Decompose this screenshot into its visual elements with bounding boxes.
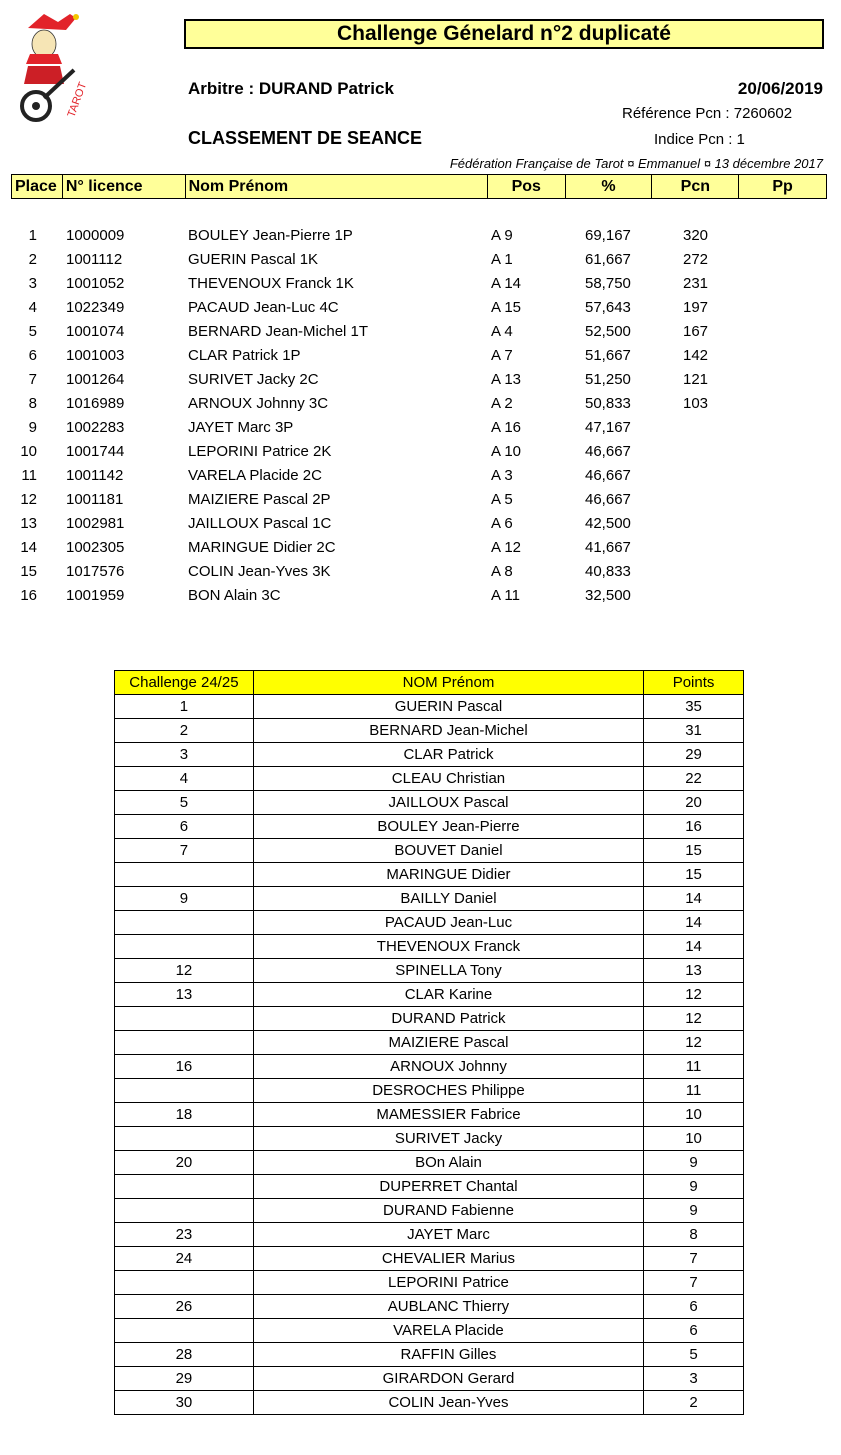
standings-points: 6 xyxy=(644,1295,744,1319)
result-pct: 41,667 xyxy=(585,539,631,556)
result-row xyxy=(11,536,827,560)
result-row xyxy=(11,392,827,416)
standings-nom: VARELA Placide xyxy=(253,1319,643,1343)
standings-rank xyxy=(115,1271,254,1295)
result-row xyxy=(11,488,827,512)
standings-nom: RAFFIN Gilles xyxy=(253,1343,643,1367)
result-pcn: 121 xyxy=(683,371,709,388)
result-nom: LEPORINI Patrice 2K xyxy=(188,443,332,460)
standings-points: 13 xyxy=(644,959,744,983)
standings-rank xyxy=(115,1031,254,1055)
standings-points: 22 xyxy=(644,767,744,791)
standings-nom: DURAND Fabienne xyxy=(253,1199,643,1223)
standings-nom: ARNOUX Johnny xyxy=(253,1055,643,1079)
result-pos: A 10 xyxy=(491,443,522,460)
standings-row xyxy=(115,767,744,791)
standings-rank: 18 xyxy=(115,1103,254,1127)
standings-rank: 29 xyxy=(115,1367,254,1391)
result-row xyxy=(11,296,827,320)
result-pos: A 9 xyxy=(491,227,513,244)
standings-row xyxy=(115,1031,744,1055)
standings-points: 35 xyxy=(644,695,744,719)
standings-row xyxy=(115,743,744,767)
result-pct: 69,167 xyxy=(585,227,631,244)
standings-rank: 28 xyxy=(115,1343,254,1367)
standings-rank: 1 xyxy=(115,695,254,719)
standings-points: 31 xyxy=(644,719,744,743)
standings-rank: 3 xyxy=(115,743,254,767)
result-row xyxy=(11,248,827,272)
standings-row xyxy=(115,983,744,1007)
result-pct: 32,500 xyxy=(585,587,631,604)
result-pos: A 6 xyxy=(491,515,513,532)
col-nom-prenom: NOM Prénom xyxy=(253,671,643,695)
standings-points: 14 xyxy=(644,935,744,959)
standings-nom: GIRARDON Gerard xyxy=(253,1367,643,1391)
standings-rank xyxy=(115,1079,254,1103)
result-pct: 57,643 xyxy=(585,299,631,316)
result-row xyxy=(11,584,827,608)
standings-nom: MARINGUE Didier xyxy=(253,863,643,887)
standings-nom: BOn Alain xyxy=(253,1151,643,1175)
standings-row xyxy=(115,1151,744,1175)
result-nom: CLAR Patrick 1P xyxy=(188,347,301,364)
result-licence: 1002981 xyxy=(66,515,125,532)
standings-row xyxy=(115,1367,744,1391)
standings-rank xyxy=(115,1007,254,1031)
result-licence: 1001112 xyxy=(66,251,123,268)
standings-points: 11 xyxy=(644,1055,744,1079)
standings-rank: 20 xyxy=(115,1151,254,1175)
standings-nom: BOULEY Jean-Pierre xyxy=(253,815,643,839)
result-licence: 1001074 xyxy=(66,323,125,340)
result-pct: 46,667 xyxy=(585,443,631,460)
standings-points: 11 xyxy=(644,1079,744,1103)
standings-rank: 2 xyxy=(115,719,254,743)
standings-row xyxy=(115,911,744,935)
standings-points: 9 xyxy=(644,1199,744,1223)
result-licence: 1017576 xyxy=(66,563,125,580)
standings-nom: CLEAU Christian xyxy=(253,767,643,791)
result-pcn: 320 xyxy=(683,227,709,244)
indice-pcn: Indice Pcn : 1 xyxy=(654,131,745,148)
standings-row xyxy=(115,1007,744,1031)
standings-points: 9 xyxy=(644,1175,744,1199)
standings-rank: 4 xyxy=(115,767,254,791)
result-place: 13 xyxy=(20,515,37,532)
result-licence: 1002305 xyxy=(66,539,125,556)
result-nom: PACAUD Jean-Luc 4C xyxy=(188,299,339,316)
standings-row xyxy=(115,1343,744,1367)
standings-row xyxy=(115,1391,744,1415)
result-pct: 58,750 xyxy=(585,275,631,292)
result-pct: 51,250 xyxy=(585,371,631,388)
result-nom: JAILLOUX Pascal 1C xyxy=(188,515,332,532)
result-licence: 1001959 xyxy=(66,587,125,604)
standings-nom: LEPORINI Patrice xyxy=(253,1271,643,1295)
result-pcn: 197 xyxy=(683,299,709,316)
result-pct: 51,667 xyxy=(585,347,631,364)
standings-nom: DUPERRET Chantal xyxy=(253,1175,643,1199)
result-pos: A 15 xyxy=(491,299,522,316)
date-label: 20/06/2019 xyxy=(737,79,823,98)
result-place: 16 xyxy=(20,587,37,604)
standings-nom: MAMESSIER Fabrice xyxy=(253,1103,643,1127)
arbitre-label: Arbitre : DURAND Patrick xyxy=(188,79,394,98)
result-pos: A 3 xyxy=(491,467,513,484)
result-place: 11 xyxy=(21,467,37,484)
standings-points: 20 xyxy=(644,791,744,815)
standings-points: 12 xyxy=(644,1031,744,1055)
result-row xyxy=(11,344,827,368)
standings-rank: 24 xyxy=(115,1247,254,1271)
result-nom: SURIVET Jacky 2C xyxy=(188,371,319,388)
result-pos: A 4 xyxy=(491,323,513,340)
result-nom: BON Alain 3C xyxy=(188,587,281,604)
result-nom: JAYET Marc 3P xyxy=(188,419,294,436)
standings-rank: 13 xyxy=(115,983,254,1007)
result-licence: 1000009 xyxy=(66,227,125,244)
result-pos: A 14 xyxy=(491,275,522,292)
ftt-logo-icon xyxy=(14,8,96,140)
standings-points: 7 xyxy=(644,1247,744,1271)
standings-points: 2 xyxy=(644,1391,744,1415)
standings-rank: 7 xyxy=(115,839,254,863)
result-place: 1 xyxy=(28,227,37,244)
result-pos: A 2 xyxy=(491,395,513,412)
standings-rank xyxy=(115,1127,254,1151)
standings-row xyxy=(115,1175,744,1199)
standings-nom: CLAR Karine xyxy=(253,983,643,1007)
standings-nom: BAILLY Daniel xyxy=(253,887,643,911)
standings-nom: BERNARD Jean-Michel xyxy=(253,719,643,743)
standings-rank xyxy=(115,1175,254,1199)
standings-points: 12 xyxy=(644,1007,744,1031)
standings-row xyxy=(115,1223,744,1247)
result-place: 10 xyxy=(20,443,37,460)
standings-rank: 16 xyxy=(115,1055,254,1079)
standings-row xyxy=(115,1271,744,1295)
standings-points: 9 xyxy=(644,1151,744,1175)
standings-row xyxy=(115,1319,744,1343)
result-pct: 42,500 xyxy=(585,515,631,532)
col-pos: Pos xyxy=(488,175,566,198)
standings-points: 3 xyxy=(644,1367,744,1391)
standings-row xyxy=(115,1127,744,1151)
result-nom: ARNOUX Johnny 3C xyxy=(188,395,329,412)
standings-rank: 26 xyxy=(115,1295,254,1319)
standings-points: 29 xyxy=(644,743,744,767)
standings-points: 7 xyxy=(644,1271,744,1295)
result-licence: 1002283 xyxy=(66,419,125,436)
col-pcn: Pcn xyxy=(652,175,739,198)
result-place: 7 xyxy=(28,371,37,388)
standings-row xyxy=(115,959,744,983)
result-place: 12 xyxy=(20,491,37,508)
result-pcn: 231 xyxy=(683,275,709,292)
result-row xyxy=(11,272,827,296)
standings-rank xyxy=(115,935,254,959)
col-nom: Nom Prénom xyxy=(186,175,488,198)
standings-rank: 23 xyxy=(115,1223,254,1247)
result-place: 2 xyxy=(28,251,37,268)
result-row xyxy=(11,368,827,392)
standings-row xyxy=(115,1199,744,1223)
result-nom: MAIZIERE Pascal 2P xyxy=(188,491,331,508)
result-nom: MARINGUE Didier 2C xyxy=(188,539,336,556)
standings-points: 15 xyxy=(644,839,744,863)
col-licence: N° licence xyxy=(63,175,186,198)
standings-points: 10 xyxy=(644,1127,744,1151)
result-pos: A 1 xyxy=(491,251,513,268)
standings-points: 14 xyxy=(644,887,744,911)
result-nom: VARELA Placide 2C xyxy=(188,467,322,484)
result-row xyxy=(11,464,827,488)
result-place: 9 xyxy=(28,419,37,436)
logo-text: TAROT xyxy=(65,80,90,120)
standings-header-row xyxy=(115,671,744,695)
result-licence: 1001052 xyxy=(66,275,125,292)
result-place: 5 xyxy=(28,323,37,340)
result-pct: 46,667 xyxy=(585,467,631,484)
standings-row xyxy=(115,1247,744,1271)
standings-nom: THEVENOUX Franck xyxy=(253,935,643,959)
result-licence: 1001003 xyxy=(66,347,125,364)
result-row xyxy=(11,512,827,536)
standings-nom: SURIVET Jacky xyxy=(253,1127,643,1151)
standings-nom: BOUVET Daniel xyxy=(253,839,643,863)
standings-nom: MAIZIERE Pascal xyxy=(253,1031,643,1055)
results-header xyxy=(11,174,827,199)
result-pct: 52,500 xyxy=(585,323,631,340)
result-place: 3 xyxy=(28,275,37,292)
standings-nom: CHEVALIER Marius xyxy=(253,1247,643,1271)
standings-rank: 5 xyxy=(115,791,254,815)
result-pcn: 142 xyxy=(683,347,709,364)
result-licence: 1001142 xyxy=(66,467,124,484)
result-pcn: 103 xyxy=(683,395,709,412)
result-row xyxy=(11,440,827,464)
standings-row xyxy=(115,935,744,959)
standings-row xyxy=(115,1055,744,1079)
standings-nom: DESROCHES Philippe xyxy=(253,1079,643,1103)
page-title: Challenge Génelard n°2 duplicaté xyxy=(184,19,824,49)
standings-points: 16 xyxy=(644,815,744,839)
standings-row xyxy=(115,839,744,863)
standings-nom: DURAND Patrick xyxy=(253,1007,643,1031)
result-pcn: 167 xyxy=(683,323,709,340)
standings-nom: COLIN Jean-Yves xyxy=(253,1391,643,1415)
result-licence: 1016989 xyxy=(66,395,125,412)
standings-row xyxy=(115,695,744,719)
result-licence: 1022349 xyxy=(66,299,125,316)
standings-nom: AUBLANC Thierry xyxy=(253,1295,643,1319)
result-pcn: 272 xyxy=(683,251,709,268)
standings-points: 14 xyxy=(644,911,744,935)
result-nom: GUERIN Pascal 1K xyxy=(188,251,319,268)
col-rank: Challenge 24/25 xyxy=(115,671,254,695)
standings-nom: PACAUD Jean-Luc xyxy=(253,911,643,935)
result-pos: A 13 xyxy=(491,371,522,388)
col-place: Place xyxy=(12,175,63,198)
standings-nom: CLAR Patrick xyxy=(253,743,643,767)
result-nom: BOULEY Jean-Pierre 1P xyxy=(188,227,353,244)
result-place: 15 xyxy=(20,563,37,580)
result-pct: 46,667 xyxy=(585,491,631,508)
reference-pcn: Référence Pcn : 7260602 xyxy=(622,105,793,122)
result-licence: 1001264 xyxy=(66,371,125,388)
result-pos: A 8 xyxy=(491,563,513,580)
standings-nom: GUERIN Pascal xyxy=(253,695,643,719)
standings-points: 12 xyxy=(644,983,744,1007)
standings-points: 8 xyxy=(644,1223,744,1247)
federation-line: Fédération Française de Tarot ¤ Emmanuel ¤ 13 décembre 2017 xyxy=(449,156,823,171)
result-place: 8 xyxy=(28,395,37,412)
result-pos: A 5 xyxy=(491,491,513,508)
standings-row xyxy=(115,815,744,839)
standings-nom: JAILLOUX Pascal xyxy=(253,791,643,815)
standings-rank xyxy=(115,863,254,887)
standings-rank: 30 xyxy=(115,1391,254,1415)
standings-rank: 12 xyxy=(115,959,254,983)
standings-row xyxy=(115,1079,744,1103)
standings-points: 5 xyxy=(644,1343,744,1367)
col-pp: Pp xyxy=(772,178,793,195)
result-pct: 61,667 xyxy=(585,251,631,268)
result-pos: A 11 xyxy=(491,587,520,604)
standings-rank: 6 xyxy=(115,815,254,839)
standings-points: 15 xyxy=(644,863,744,887)
standings-row xyxy=(115,1103,744,1127)
standings-row xyxy=(115,791,744,815)
result-place: 6 xyxy=(28,347,37,364)
result-licence: 1001181 xyxy=(66,491,124,508)
standings-nom: JAYET Marc xyxy=(253,1223,643,1247)
result-row xyxy=(11,560,827,584)
result-row xyxy=(11,224,827,248)
result-pos: A 12 xyxy=(491,539,522,556)
standings-row xyxy=(115,887,744,911)
standings-points: 10 xyxy=(644,1103,744,1127)
standings-rank xyxy=(115,1319,254,1343)
standings-rank xyxy=(115,1199,254,1223)
result-row xyxy=(11,416,827,440)
result-pos: A 7 xyxy=(491,347,513,364)
result-licence: 1001744 xyxy=(66,443,125,460)
result-pct: 40,833 xyxy=(585,563,631,580)
standings-rank: 9 xyxy=(115,887,254,911)
result-pos: A 16 xyxy=(491,419,522,436)
standings-nom: SPINELLA Tony xyxy=(253,959,643,983)
standings-rank xyxy=(115,911,254,935)
result-nom: COLIN Jean-Yves 3K xyxy=(188,563,331,580)
result-nom: THEVENOUX Franck 1K xyxy=(188,275,354,292)
result-pct: 47,167 xyxy=(585,419,631,436)
standings-row xyxy=(115,1295,744,1319)
result-row xyxy=(11,320,827,344)
result-pct: 50,833 xyxy=(585,395,631,412)
standings-row xyxy=(115,863,744,887)
classement-title: CLASSEMENT DE SEANCE xyxy=(188,128,423,148)
col-points: Points xyxy=(644,671,744,695)
challenge-standings-table xyxy=(114,670,744,1415)
result-place: 14 xyxy=(20,539,37,556)
col-pct: % xyxy=(566,175,653,198)
standings-row xyxy=(115,719,744,743)
standings-points: 6 xyxy=(644,1319,744,1343)
result-place: 4 xyxy=(28,299,37,316)
result-nom: BERNARD Jean-Michel 1T xyxy=(188,323,369,340)
